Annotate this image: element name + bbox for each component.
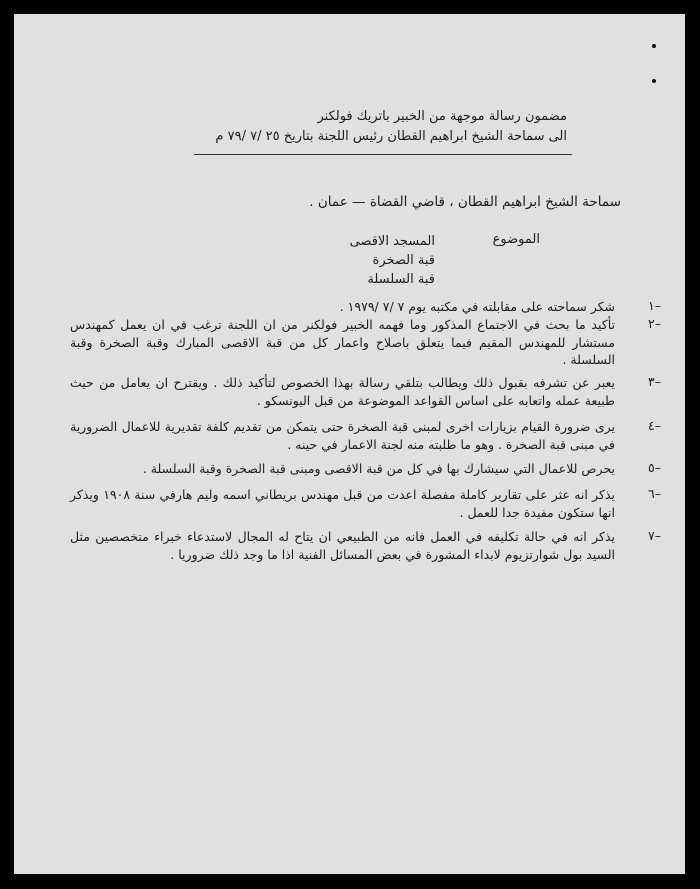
item-text: تأكيد ما بحث في الاجتماع المذكور وما فهمه الخبير فولكنر من ان اللجنة ترغب في ان يعمل كمهندس مستشار للمهندس المقيم فيما يتعلق باصلاح واعمار كل من قبة الاقصى المبارك وقبة الصخرة وقبة السلسلة . <box>70 317 615 367</box>
item-text: يعبر عن تشرفه بقبول ذلك ويطالب بتلقي رسالة بهذا الخصوص لتأكيد ذلك . ويقترح ان يعامل من حيث طبيعة عمله واتعابه على اساس القواعد الموضوعة من قبل اليونسكو . <box>70 375 615 408</box>
item-number: ٦– <box>648 486 661 501</box>
item-number: ٣– <box>648 374 661 389</box>
item-number: ٥– <box>648 460 661 475</box>
punch-mark <box>652 44 656 48</box>
punch-mark <box>652 79 656 83</box>
header-rule <box>194 154 572 155</box>
subject-list <box>265 232 435 289</box>
subject-line: قبة السلسلة <box>367 272 435 287</box>
item-number: ٤– <box>648 418 661 433</box>
header-line-1: مضمون رسالة موجهة من الخبير باتريك فولكنر <box>317 109 567 124</box>
item-number: ٢– <box>648 316 661 331</box>
item-number: ١– <box>648 298 661 313</box>
header-line-2: الى سماحة الشيخ ابراهيم القطان رئيس اللجنة بتاريخ ٢٥ /٧ /٧٩ م <box>215 129 567 144</box>
subject-line: المسجد الاقصى <box>349 234 435 249</box>
item-text: يحرص للاعمال التي سيشارك بها في كل من قبة الاقصى ومبنى قبة الصخرة وقبة السلسلة . <box>142 461 615 476</box>
document-page <box>14 14 685 874</box>
subject-label: الموضوع <box>492 232 540 247</box>
item-number: ٧– <box>648 528 661 543</box>
subject-line: قبة الصخرة <box>372 253 435 268</box>
addressee-line: سماحة الشيخ ابراهيم القطان ، قاضي القضاة — عمان . <box>309 194 621 210</box>
item-text: يرى ضرورة القيام بزيارات اخرى لمبنى قبة الصخرة حتى يتمكن من تقديم كلفة تقديرية للاعمال الضرورية في مبنى قبة الصخرة . وهو ما طلبته منه لجنة الاعمار في حينه . <box>70 419 615 452</box>
item-text: يذكر انه عثر على تقارير كاملة مفصلة اعدت من قبل مهندس بريطاني اسمه وليم هارفي سنة ١٩٠٨ ويذكر انها ستكون مفيدة جدا للعمل . <box>70 487 615 520</box>
item-text: يذكر انه في حالة تكليفه في العمل فانه من الطبيعي ان يتاح له المجال لاستدعاء خبراء متخصصين مثل السيد بول شوارتزيوم لابداء المشورة في بعض المسائل الفنية اذا ما وجد ذلك ضروريا . <box>70 529 615 562</box>
item-text: شكر سماحته على مقابلته في مكتبه يوم ٧ /٧ /١٩٧٩ . <box>339 299 615 314</box>
